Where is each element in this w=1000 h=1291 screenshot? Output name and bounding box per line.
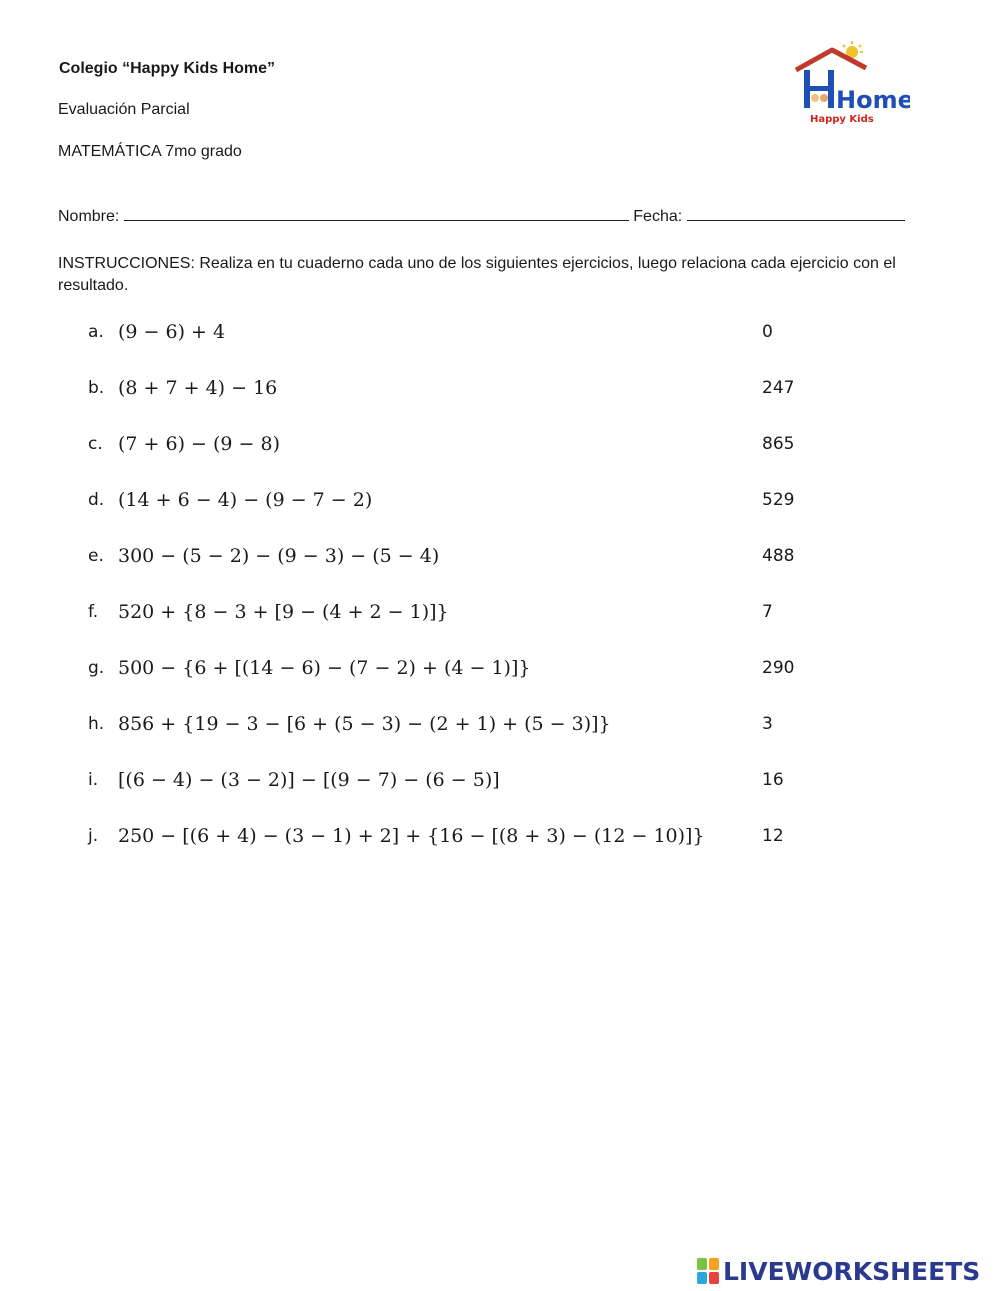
- exercise-expression: (9 − 6) + 4: [118, 321, 226, 343]
- exercise-row: [0, 658, 1000, 688]
- footer-blocks-icon: [697, 1258, 719, 1284]
- exercise-expression: 856 + {19 − 3 − [6 + (5 − 3) − (2 + 1) + (5 − 3)]}: [118, 713, 611, 735]
- exercise-result: 0: [762, 322, 773, 342]
- exercise-row: [0, 714, 1000, 744]
- logo-word: Home: [836, 86, 910, 114]
- exercise-expression: 250 − [(6 + 4) − (3 − 1) + 2] + {16 − [(8 + 3) − (12 − 10)]}: [118, 825, 705, 847]
- exercise-result: 488: [762, 546, 795, 566]
- exercise-result: 12: [762, 826, 784, 846]
- school-name: Colegio “Happy Kids Home”: [59, 60, 276, 77]
- exercise-letter: e.: [88, 546, 104, 566]
- exercise-row: [0, 602, 1000, 632]
- date-field[interactable]: [687, 206, 905, 221]
- exercise-expression: (14 + 6 − 4) − (9 − 7 − 2): [118, 489, 373, 511]
- exercise-letter: d.: [88, 490, 105, 510]
- exercise-result: 3: [762, 714, 773, 734]
- exercise-expression: [(6 − 4) − (3 − 2)] − [(9 − 7) − (6 − 5)]: [118, 769, 500, 791]
- exercise-result: 247: [762, 378, 795, 398]
- name-label: Nombre:: [58, 208, 120, 225]
- exercise-letter: i.: [88, 770, 99, 790]
- house-logo-icon: [790, 40, 910, 128]
- footer-brand: LIVEWORKSHEETS: [723, 1256, 981, 1286]
- exercise-expression: 520 + {8 − 3 + [9 − (4 + 2 − 1)]}: [118, 601, 449, 623]
- exercise-result: 529: [762, 490, 795, 510]
- exercise-result: 290: [762, 658, 795, 678]
- exercise-letter: a.: [88, 322, 104, 342]
- exercise-row: [0, 546, 1000, 576]
- liveworksheets-footer: [697, 1255, 980, 1287]
- exercise-letter: g.: [88, 658, 105, 678]
- exercise-result: 16: [762, 770, 784, 790]
- child-face-2: [820, 94, 828, 102]
- exercise-row: [0, 322, 1000, 352]
- date-label: Fecha:: [633, 208, 683, 225]
- school-logo: [790, 40, 910, 128]
- exercise-letter: h.: [88, 714, 105, 734]
- exercise-expression: 300 − (5 − 2) − (9 − 3) − (5 − 4): [118, 545, 440, 567]
- exercise-row: [0, 378, 1000, 408]
- exercise-result: 7: [762, 602, 773, 622]
- exercise-row: [0, 434, 1000, 464]
- exercise-row: [0, 770, 1000, 800]
- logo-tagline: Happy Kids: [810, 114, 874, 125]
- exercise-result: 865: [762, 434, 795, 454]
- exercise-row: [0, 490, 1000, 520]
- exercise-expression: (8 + 7 + 4) − 16: [118, 377, 278, 399]
- child-face-1: [811, 94, 819, 102]
- exercise-letter: j.: [88, 826, 99, 846]
- exercise-letter: f.: [88, 602, 99, 622]
- student-info-line: [58, 206, 905, 226]
- house-bar: [804, 86, 834, 91]
- exercise-letter: c.: [88, 434, 103, 454]
- name-field[interactable]: [124, 206, 629, 221]
- instructions-text: INSTRUCCIONES: Realiza en tu cuaderno cada uno de los siguientes ejercicios, luego relaciona cada ejercicio con el resultado.: [58, 255, 896, 294]
- exercise-row: [0, 826, 1000, 856]
- exercise-expression: (7 + 6) − (9 − 8): [118, 433, 281, 455]
- subject-title: MATEMÁTICA 7mo grado: [58, 143, 242, 160]
- exercise-letter: b.: [88, 378, 105, 398]
- exercise-expression: 500 − {6 + [(14 − 6) − (7 − 2) + (4 − 1)]}: [118, 657, 531, 679]
- evaluation-title: Evaluación Parcial: [58, 101, 190, 118]
